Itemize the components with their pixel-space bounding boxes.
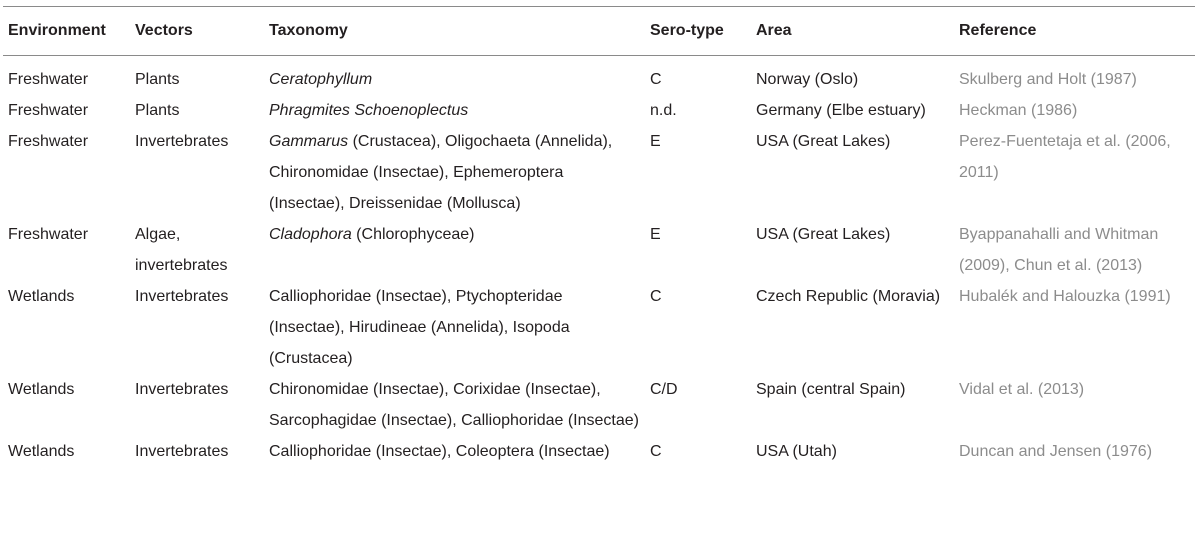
header-area: Area <box>756 22 792 39</box>
taxonomy-text: Chironomidae (Insectae), Corixidae (Insectae), Sarcophagidae (Insectae), Calliophoridae (Insectae) <box>269 381 639 429</box>
cell-vectors: Algae, invertebrates <box>135 226 228 274</box>
cell-taxonomy <box>264 219 645 281</box>
cell-vectors: Invertebrates <box>135 288 229 305</box>
data-table-container <box>0 6 1200 536</box>
table-row <box>3 281 1195 374</box>
table-row <box>3 219 1195 281</box>
cell-area: Spain (central Spain) <box>756 381 906 398</box>
header-vectors: Vectors <box>135 22 193 39</box>
cell-reference: Heckman (1986) <box>959 102 1078 119</box>
cell-environment: Freshwater <box>8 133 89 150</box>
cell-area: Germany (Elbe estuary) <box>756 102 926 119</box>
header-row <box>3 7 1195 56</box>
header-reference: Reference <box>959 22 1037 39</box>
cell-area: Czech Republic (Moravia) <box>756 288 941 305</box>
cell-taxonomy <box>264 126 645 219</box>
cell-vectors: Plants <box>135 102 180 119</box>
taxonomy-text: (Chlorophyceae) <box>351 226 475 243</box>
cell-environment: Wetlands <box>8 381 75 398</box>
cell-environment: Freshwater <box>8 102 89 119</box>
cell-reference: Vidal et al. (2013) <box>959 381 1085 398</box>
header-taxonomy: Taxonomy <box>269 22 348 39</box>
taxonomy-text: Calliophoridae (Insectae), Ptychopteridae (Insectae), Hirudineae (Annelida), Isopoda (Crustacea) <box>269 288 570 367</box>
cell-vectors: Invertebrates <box>135 133 229 150</box>
taxonomy-italic: Ceratophyllum <box>269 71 373 88</box>
cell-area: Norway (Oslo) <box>756 71 859 88</box>
taxonomy-text: (Crustacea), Oligochaeta (Annelida), Chironomidae (Insectae), Ephemeroptera (Insectae), Dreissenidae (Mollusca) <box>269 133 613 212</box>
cell-reference: Byappanahalli and Whitman (2009), Chun et al. (2013) <box>959 226 1159 274</box>
cell-area: USA (Utah) <box>756 443 837 460</box>
table-row <box>3 95 1195 126</box>
cell-environment: Freshwater <box>8 226 89 243</box>
cell-taxonomy <box>264 374 645 436</box>
taxonomy-text: Calliophoridae (Insectae), Coleoptera (Insectae) <box>269 443 610 460</box>
header-environment: Environment <box>8 22 106 39</box>
cell-reference: Duncan and Jensen (1976) <box>959 443 1153 460</box>
table-body <box>3 56 1195 468</box>
vectors-table <box>3 6 1195 467</box>
table-row <box>3 126 1195 219</box>
cell-taxonomy <box>264 281 645 374</box>
cell-area: USA (Great Lakes) <box>756 226 891 243</box>
cell-serotype: C/D <box>650 381 678 398</box>
taxonomy-italic: Gammarus <box>269 133 349 150</box>
cell-taxonomy <box>264 95 645 126</box>
cell-environment: Wetlands <box>8 443 75 460</box>
cell-serotype: C <box>650 71 662 88</box>
cell-area: USA (Great Lakes) <box>756 133 891 150</box>
cell-serotype: E <box>650 133 661 150</box>
table-row <box>3 56 1195 96</box>
cell-environment: Freshwater <box>8 71 89 88</box>
taxonomy-italic: Cladophora <box>269 226 352 243</box>
table-header <box>3 7 1195 56</box>
cell-vectors: Invertebrates <box>135 381 229 398</box>
cell-reference: Hubalék and Halouzka (1991) <box>959 288 1171 305</box>
cell-taxonomy <box>264 436 645 467</box>
cell-vectors: Invertebrates <box>135 443 229 460</box>
cell-serotype: C <box>650 288 662 305</box>
table-row <box>3 374 1195 436</box>
cell-serotype: E <box>650 226 661 243</box>
cell-reference: Skulberg and Holt (1987) <box>959 71 1137 88</box>
cell-serotype: n.d. <box>650 102 677 119</box>
cell-serotype: C <box>650 443 662 460</box>
cell-vectors: Plants <box>135 71 180 88</box>
taxonomy-italic: Phragmites Schoenoplectus <box>269 102 469 119</box>
cell-taxonomy <box>264 56 645 96</box>
cell-environment: Wetlands <box>8 288 75 305</box>
header-serotype: Sero-type <box>650 22 724 39</box>
cell-reference: Perez-Fuentetaja et al. (2006, 2011) <box>959 133 1171 181</box>
table-row <box>3 436 1195 467</box>
